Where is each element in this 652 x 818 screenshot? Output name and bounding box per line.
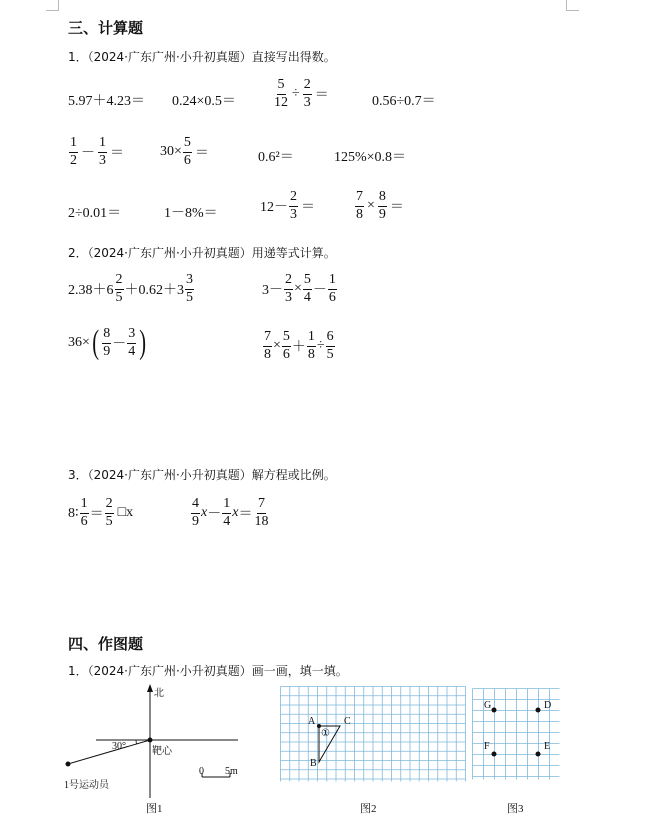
right-paren: ) bbox=[139, 324, 147, 361]
q2-expr4: $\frac{7}{8}$ × $\frac{5}{6}$ ＋ $\frac{1}{8}$ ÷ $\frac{6}{5}$ bbox=[264, 329, 334, 362]
point-d bbox=[536, 708, 541, 713]
target-label: 靶心 bbox=[152, 746, 172, 757]
fraction: $\frac{5}{4}$ bbox=[303, 272, 311, 305]
q1-r3c3: 12－ $\frac{2}{3}$ ＝ bbox=[260, 189, 315, 222]
figure2-caption: 图2 bbox=[360, 803, 377, 815]
point-g-label: G bbox=[484, 700, 492, 711]
fraction: $\frac{2}{5}$ bbox=[105, 496, 113, 529]
fraction: $\frac{1}{2}$ bbox=[70, 135, 77, 168]
q2-expr2: 3－ $\frac{2}{3}$ × $\frac{5}{4}$ － $\frac{1}{6}$ bbox=[262, 272, 336, 305]
q3-equation: $\frac{4}{9}$ x － $\frac{1}{4}$ x ＝ $\frac{7}{18}$ bbox=[192, 496, 269, 529]
section4-heading: 四、作图题 bbox=[68, 635, 144, 653]
figure2-grid bbox=[280, 686, 466, 782]
point-d-label: D bbox=[544, 700, 552, 711]
q1-r2c3: 0.6²＝ bbox=[258, 150, 294, 165]
fraction: $\frac{3}{5}$ bbox=[186, 272, 193, 305]
page-corner-mark-left bbox=[46, 0, 59, 11]
point-e bbox=[536, 752, 541, 757]
q1-r2c2: 30× $\frac{5}{6}$ ＝ bbox=[160, 135, 209, 168]
q2-expr1: 2.38＋6 $\frac{2}{5}$ ＋0.62＋3 $\frac{3}{5}$ bbox=[68, 272, 193, 305]
fraction: $\frac{8}{9}$ bbox=[103, 325, 111, 359]
q1-r1c4: 0.56÷0.7＝ bbox=[372, 94, 436, 109]
q1-r2c1: $\frac{1}{2}$ － $\frac{1}{3}$ ＝ bbox=[70, 135, 124, 168]
q2-prompt: 2．（2024·广东广州·小升初真题）用递等式计算。 bbox=[68, 246, 336, 260]
q1-r3c2: 1－8%＝ bbox=[164, 206, 218, 221]
point-c-label: C bbox=[344, 716, 351, 727]
section3-heading: 三、计算题 bbox=[68, 19, 144, 37]
fraction: $\frac{2}{3}$ bbox=[303, 77, 311, 110]
s4-q1-prompt: 1．（2024·广东广州·小升初真题）画一画，填一填。 bbox=[68, 664, 348, 678]
q1-r1c2: 0.24×0.5＝ bbox=[172, 94, 236, 109]
q1-r3c4: $\frac{7}{8}$ × $\frac{8}{9}$ ＝ bbox=[356, 189, 404, 222]
fraction: $\frac{1}{6}$ bbox=[328, 272, 336, 305]
fraction: $\frac{1}{4}$ bbox=[223, 496, 231, 529]
athlete-label: 1号运动员 bbox=[64, 780, 109, 791]
fraction: $\frac{1}{8}$ bbox=[307, 329, 315, 362]
north-arrow-icon bbox=[147, 684, 153, 692]
fraction: $\frac{5}{12}$ bbox=[274, 77, 288, 110]
scale-length-label: 5m bbox=[225, 766, 238, 777]
point-b-label: B bbox=[310, 758, 317, 769]
q1-prompt: 1．（2024·广东广州·小升初真题）直接写出得数。 bbox=[68, 50, 336, 64]
fraction: $\frac{5}{6}$ bbox=[282, 329, 290, 362]
fraction: $\frac{8}{9}$ bbox=[378, 189, 386, 222]
figure1-caption: 图1 bbox=[146, 803, 163, 815]
angle-arc bbox=[136, 740, 137, 744]
figure3-caption: 图3 bbox=[507, 803, 524, 815]
fraction: $\frac{6}{5}$ bbox=[326, 329, 334, 362]
q1-r1c3: $\frac{5}{12}$ ÷ $\frac{2}{3}$ ＝ bbox=[274, 77, 329, 110]
fraction: $\frac{2}{3}$ bbox=[290, 189, 297, 222]
q1-r1c1: 5.97＋4.23＝ bbox=[68, 94, 145, 109]
fraction: $\frac{1}{3}$ bbox=[99, 135, 106, 168]
fraction: $\frac{3}{4}$ bbox=[128, 325, 136, 359]
fraction: $\frac{7}{8}$ bbox=[264, 329, 271, 362]
north-label: 北 bbox=[154, 688, 164, 699]
q3-proportion: 8∶ $\frac{1}{6}$ ＝ $\frac{2}{5}$ □x bbox=[68, 496, 134, 529]
fraction: $\frac{4}{9}$ bbox=[192, 496, 199, 529]
grid-lines bbox=[281, 687, 466, 782]
q1-r3c1: 2÷0.01＝ bbox=[68, 206, 122, 221]
fraction: $\frac{2}{3}$ bbox=[285, 272, 292, 305]
point-f bbox=[492, 752, 497, 757]
fraction: $\frac{1}{6}$ bbox=[80, 496, 88, 529]
ray-from-athlete bbox=[68, 740, 150, 764]
fraction: $\frac{2}{5}$ bbox=[115, 272, 123, 305]
scale-zero-label: 0 bbox=[199, 766, 204, 777]
page-corner-mark-right bbox=[566, 0, 579, 11]
athlete-point bbox=[66, 762, 71, 767]
point-g bbox=[492, 708, 497, 713]
point-a-label: A bbox=[308, 716, 316, 727]
q1-r2c4: 125%×0.8＝ bbox=[334, 150, 407, 165]
fraction: $\frac{7}{8}$ bbox=[356, 189, 363, 222]
point-f-label: F bbox=[484, 741, 490, 752]
q3-prompt: 3．（2024·广东广州·小升初真题）解方程或比例。 bbox=[68, 468, 336, 482]
left-paren: ( bbox=[92, 324, 99, 361]
fraction: $\frac{7}{18}$ bbox=[254, 496, 269, 529]
q2-expr3: 36× ( $\frac{8}{9}$ － $\frac{3}{4}$ ) bbox=[68, 324, 147, 361]
triangle-mark: ① bbox=[321, 728, 330, 739]
fraction: $\frac{5}{6}$ bbox=[183, 135, 191, 168]
point-e-label: E bbox=[544, 741, 551, 752]
angle-label: 30° bbox=[112, 741, 126, 752]
